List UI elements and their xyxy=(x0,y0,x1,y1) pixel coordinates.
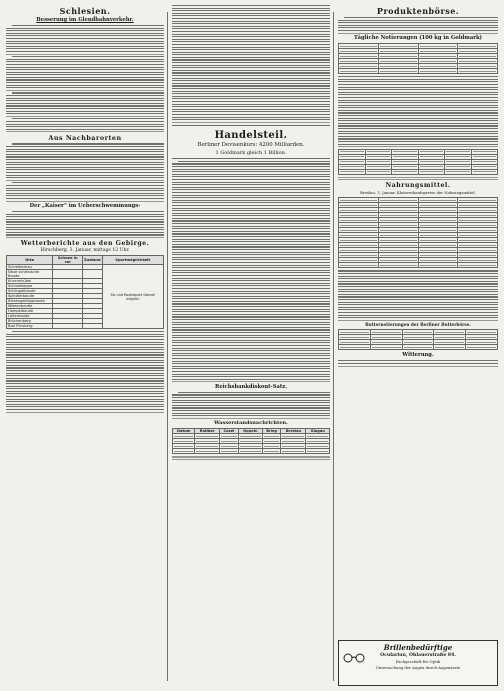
weather-side-note: Ski und Rodelsport überall möglich xyxy=(102,265,163,329)
ad-description: Fachgeschäft für Optik xyxy=(395,659,441,664)
weather-table-header: Schnee in cm xyxy=(53,256,83,265)
article-body xyxy=(172,161,330,383)
table-header: Oppeln xyxy=(238,429,262,434)
section-heading-nachbarorten: Aus Nachbarorten xyxy=(48,134,122,143)
section-title: Schlesien. xyxy=(59,6,111,16)
article-body xyxy=(338,177,498,181)
weather-place: Schlingelbaude xyxy=(7,289,53,294)
butter-table xyxy=(338,329,498,350)
weather-place: Brückenberg xyxy=(7,319,53,324)
article-body xyxy=(172,456,330,460)
newspaper-page xyxy=(6,4,498,687)
food-prices-heading: Nahrungsmittel. xyxy=(385,182,451,190)
exchange-rate-line: Berliner Devisenkurs: 4200 Milliarden. xyxy=(197,141,305,148)
article-body xyxy=(338,360,498,366)
weather-report-heading: Wetterberichte aus den Gebirge. xyxy=(20,240,150,248)
ad-title: Brillenbedürftige xyxy=(383,643,453,652)
weather-place: Krummhübel xyxy=(7,279,53,284)
weather-report-date: Hirschberg, 3. Januar, mittags 12 Uhr. xyxy=(40,248,130,254)
article-body xyxy=(6,211,164,238)
weather-table-header: Orte xyxy=(7,256,53,265)
middle-column xyxy=(172,4,330,462)
eyeglasses-icon xyxy=(343,653,365,663)
article-body xyxy=(172,392,330,419)
weather-place: Spindlerbaude xyxy=(7,294,53,299)
weather-table-header: Zustand xyxy=(82,256,102,265)
article-body xyxy=(338,17,498,34)
food-prices-subheading: Breslau, 3. Januar. Kleinverkaufspreise der Nahrungsmittel. xyxy=(360,190,476,196)
column-divider-right xyxy=(333,12,334,681)
weather-place: Neue schlesische Baude xyxy=(7,270,53,279)
table-header: Cosel xyxy=(219,429,238,434)
butter-heading: Butternotierungen der Berliner Butterbörse. xyxy=(365,322,471,328)
section-title: Handelsteil. xyxy=(214,129,288,141)
article-body xyxy=(172,5,330,123)
table-header: Ratibor xyxy=(195,429,220,434)
divider xyxy=(172,125,330,126)
divider xyxy=(172,158,330,159)
table-header: Brieg xyxy=(262,429,281,434)
article-body xyxy=(338,76,498,147)
food-prices-table xyxy=(338,197,498,268)
column-divider-left xyxy=(167,12,168,681)
water-level-table xyxy=(172,428,330,454)
weather-heading: Witterung. xyxy=(402,352,434,359)
weather-place: Leiterbaude xyxy=(7,314,53,319)
weather-place: Bad Flinsberg xyxy=(7,324,53,329)
ad-address: Oculariun, Ohlauerstraße 84. xyxy=(380,653,456,658)
table-header: Glogau xyxy=(306,429,330,434)
stock-table xyxy=(338,149,498,175)
weather-place: Wiesenbaude xyxy=(7,304,53,309)
left-column xyxy=(6,4,164,414)
right-column xyxy=(338,4,498,368)
weather-place: Schneekoppe xyxy=(7,284,53,289)
article-body xyxy=(6,25,164,132)
weather-place: Schreiberhau xyxy=(7,265,53,270)
grain-prices-table xyxy=(338,43,498,74)
section-heading-kaiser: Der „Kaiser“ im Ueberschwemmungs- xyxy=(29,203,141,210)
ad-service-note: Untersuchung der Augen durch Augenärzte xyxy=(375,665,461,670)
goldmark-line: 1 Goldmark gleich 1 Billion. xyxy=(215,149,287,156)
section-title: Produktenbörse. xyxy=(376,6,460,16)
discount-heading: Reichsbankdiskont-Satz. xyxy=(215,383,287,390)
table-header: Breslau xyxy=(281,429,306,434)
daily-quotes-heading: Tägliche Notierungen (100 kg in Goldmark) xyxy=(353,35,483,42)
article-body xyxy=(338,270,498,320)
article-body xyxy=(6,143,164,201)
optician-advertisement xyxy=(338,640,498,686)
weather-place: Hampelbaude xyxy=(7,309,53,314)
water-level-heading: Wasserstandsnachrichten. xyxy=(214,420,288,427)
weather-place: Riesengebirgsbaude xyxy=(7,299,53,304)
article-body xyxy=(6,331,164,413)
table-header: Datum xyxy=(173,429,195,434)
article-headline: Besserung im Glendbahnverkehr. xyxy=(36,17,134,23)
weather-table xyxy=(6,255,164,329)
weather-table-header: Sportmöglichkeit xyxy=(102,256,163,265)
